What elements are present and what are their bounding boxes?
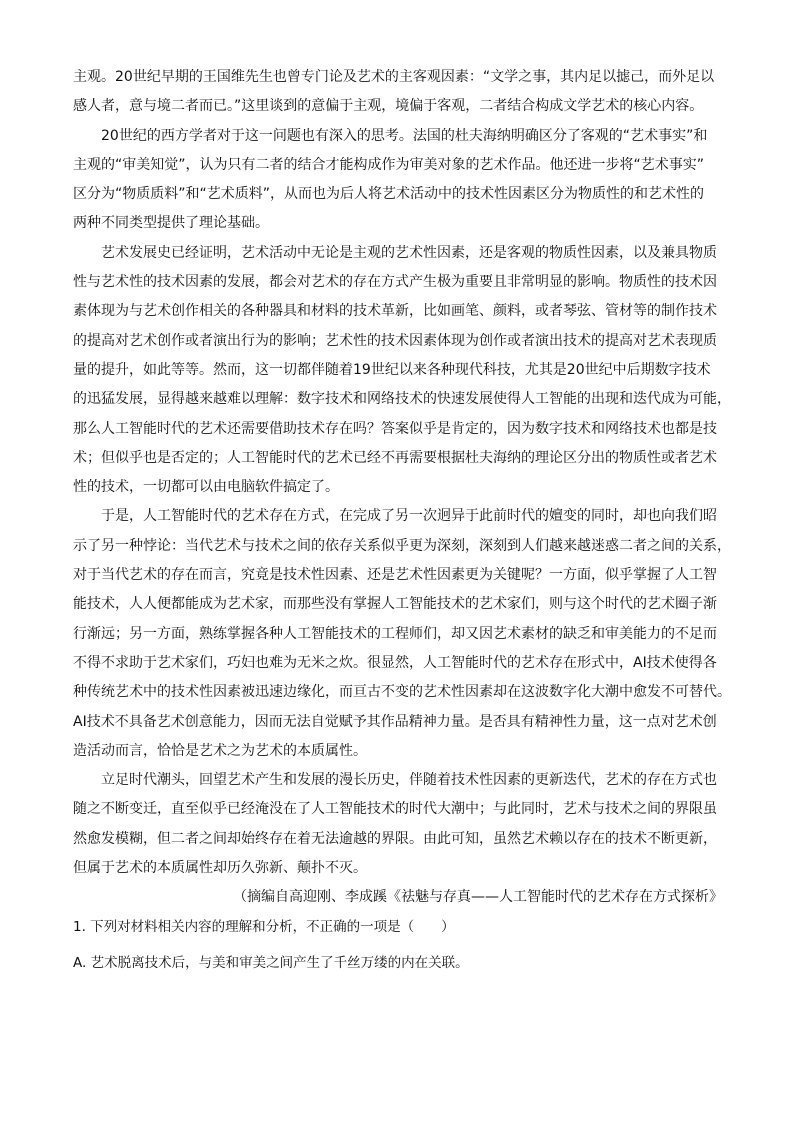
- text-line: 行渐远；另一方面，熟练掌握各种人工智能技术的工程师们，却又因艺术素材的缺乏和审美能力的不足而: [73, 625, 717, 642]
- spacer: [73, 942, 721, 949]
- text-line: 术；但似乎也是否定的；人工智能时代的艺术已经不再需要根据杜夫海纳的理论区分出的物质性或者艺术: [73, 449, 717, 466]
- text-line: 示了另一种悖论：当代艺术与技术之间的依存关系似乎更为深刻，深刻到人们越来越迷惑二者之间的关系，: [73, 537, 731, 554]
- paragraph: [73, 766, 721, 883]
- source-citation: （摘编自高迎刚、李成蹊《祛魅与存真——人工智能时代的艺术存在方式探析》: [233, 889, 723, 906]
- text-line: 区分为“物质质料”和“艺术质料”，从而也为后人将艺术活动中的技术性因素区分为物质性的和艺术性的: [73, 186, 705, 203]
- text-line: 不得不求助于艺术家们，巧妇也难为无米之炊。很显然，人工智能时代的艺术存在形式中，AI技术使得各: [73, 654, 717, 671]
- text-line: 造活动而言，恰恰是艺术之为艺术的本质属性。: [73, 742, 367, 759]
- paragraph: [73, 239, 731, 503]
- paragraph: [73, 63, 721, 122]
- text-line: 量的提升，如此等等。然而，这一切都伴随着19世纪以来各种现代科技，尤其是20世纪中后期数字技术: [73, 361, 711, 378]
- text-line: 感人者，意与境二者而已。”这里谈到的意偏于主观，境偏于客观，二者结合构成文学艺术的核心内容。: [73, 98, 704, 115]
- text-line: 的提高对艺术创作或者演出行为的影响；艺术性的技术因素体现为创作或者演出技术的提高对艺术表现质: [73, 332, 717, 349]
- document-page: [73, 63, 731, 978]
- text-line: 艺术发展史已经证明，艺术活动中无论是主观的艺术性因素，还是客观的物质性因素，以及兼具物质: [101, 244, 717, 261]
- question-stem: 1. 下列对材料相关内容的理解和分析，不正确的一项是（ ）: [73, 918, 455, 935]
- text-line: 性与艺术性的技术因素的发展，都会对艺术的存在方式产生极为重要且非常明显的影响。物质性的技术因: [73, 274, 717, 291]
- text-line: 但属于艺术的本质属性却历久弥新、颠扑不灭。: [73, 860, 367, 877]
- text-line: 那么人工智能时代的艺术还需要借助技术存在吗？答案似乎是肯定的，因为数字技术和网络技术也都是技: [73, 420, 717, 437]
- text-line: 素体现为与艺术创作相关的各种器具和材料的技术革新，比如画笔、颜料，或者琴弦、管材等的制作技术: [73, 303, 717, 320]
- text-line: 随之不断变迁，直至似乎已经淹没在了人工智能技术的时代大潮中；与此同时，艺术与技术之间的界限虽: [73, 801, 717, 818]
- text-line: AI技术不具备艺术创意能力，因而无法自觉赋予其作品精神力量。是否具有精神性力量，这一点对艺术创: [73, 713, 717, 730]
- text-line: 性的技术，一切都可以由电脑软件搞定了。: [73, 479, 339, 496]
- text-line: 对于当代艺术的存在而言，究竟是技术性因素、还是艺术性因素更为关键呢？一方面，似乎掌握了人工智: [73, 567, 717, 584]
- text-line: 种传统艺术中的技术性因素被迅速边缘化，而亘古不变的艺术性因素却在这波数字化大潮中愈发不可替代。: [73, 684, 731, 701]
- text-line: 于是，人工智能时代的艺术存在方式，在完成了另一次迥异于此前时代的嬗变的同时，却也向我们昭: [101, 508, 717, 525]
- option-a: A. 艺术脱离技术后，与美和审美之间产生了千丝万缕的内在关联。: [73, 954, 469, 971]
- text-line: 主观的“审美知觉”，认为只有二者的结合才能构成作为审美对象的艺术作品。他还进一步将“艺术事实”: [73, 156, 705, 173]
- text-line: 然愈发模糊，但二者之间却始终存在着无法逾越的界限。由此可知，虽然艺术赖以存在的技术不断更新，: [73, 830, 717, 847]
- text-line: 主观。20世纪早期的王国维先生也曾专门论及艺术的主客观因素：“文学之事，其内足以摅己，而外足以: [73, 69, 715, 85]
- text-line: 能技术，人人便都能成为艺术家，而那些没有掌握人工智能技术的艺术家们，则与这个时代的艺术圈子渐: [73, 596, 717, 613]
- text-line: 20世纪的西方学者对于这一问题也有深入的思考。法国的杜夫海纳明确区分了客观的“艺术事实”和: [101, 127, 708, 144]
- text-line: 立足时代潮头，回望艺术产生和发展的漫长历史，伴随着技术性因素的更新迭代，艺术的存在方式也: [101, 772, 717, 789]
- text-line: 两种不同类型提供了理论基础。: [73, 215, 269, 232]
- text-line: 的迅猛发展，显得越来越难以理解：数字技术和网络技术的快速发展使得人工智能的出现和迭代成为可能，: [73, 391, 731, 408]
- paragraph: [73, 502, 731, 766]
- paragraph: [73, 122, 721, 239]
